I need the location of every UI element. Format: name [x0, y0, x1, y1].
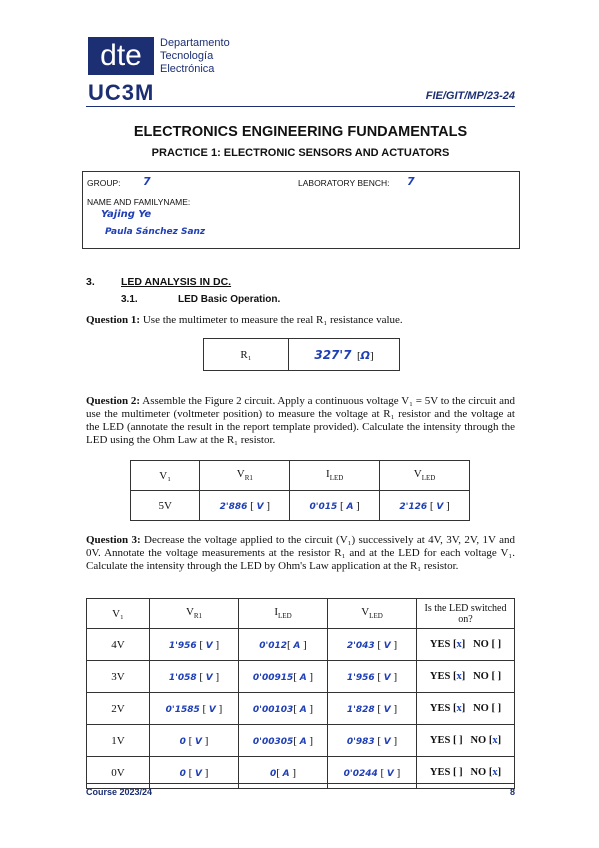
no-checkbox[interactable] — [495, 639, 498, 650]
q3-vr1: 1'058 — [168, 672, 197, 683]
r1-value-cell: 327'7 [Ω] — [289, 339, 400, 371]
q2-vled-cell: 2'126 [ V ] — [380, 491, 470, 521]
question-3-label: Question 3: — [86, 534, 141, 546]
q3-vled: 2'043 — [346, 640, 375, 651]
q3-led-on-cell: YES [x] NO [ ] — [417, 629, 515, 661]
no-label: NO — [470, 767, 487, 778]
no-label: NO — [473, 671, 489, 682]
q3-vr1-cell: 0 [ V ] — [150, 725, 239, 757]
no-label: NO — [473, 703, 489, 714]
q3-iled-unit: A — [282, 768, 290, 779]
q3-vr1: 0 — [179, 736, 186, 747]
department-name — [160, 37, 230, 76]
q3-led-on-cell: YES [ ] NO [x] — [417, 725, 515, 757]
q3-header-v1: V₁ — [87, 599, 150, 629]
no-label: NO — [473, 639, 489, 650]
section-title: LED ANALYSIS IN DC. — [121, 276, 232, 288]
q3-header-iled: $I_{LED}$ — [239, 599, 328, 629]
yes-label: YES — [429, 671, 451, 682]
q3-vr1-unit: V — [208, 704, 216, 715]
q3-iled-unit: A — [293, 640, 301, 651]
document-code: FIE/GIT/MP/23-24 — [425, 90, 515, 102]
q3-header-vr1: $V_{R1}$ — [150, 599, 239, 629]
yes-label: YES — [429, 639, 451, 650]
q3-v1: 1V — [87, 725, 150, 757]
no-checkbox[interactable] — [495, 671, 498, 682]
q3-iled-cell: 0'00915[ A ] — [239, 661, 328, 693]
q3-iled: 0'00103 — [252, 704, 294, 715]
no-checkbox[interactable]: x — [492, 735, 498, 746]
no-label: NO — [470, 735, 487, 746]
section-number: 3. — [86, 276, 95, 288]
q3-led-on-cell: YES [x] NO [ ] — [417, 693, 515, 725]
q3-vled-cell: 1'828 [ V ] — [328, 693, 417, 725]
q3-iled-unit: A — [299, 672, 307, 683]
q2-header-v1: V₁ — [131, 461, 200, 491]
student-info-box — [82, 171, 520, 249]
footer-divider — [86, 783, 515, 784]
dte-logo: dte — [88, 37, 154, 75]
q3-vr1: 1'956 — [168, 640, 197, 651]
q3-iled-cell: 0[ A ] — [239, 757, 328, 789]
names-label: NAME AND FAMILYNAME: — [87, 197, 191, 207]
yes-label: YES — [429, 703, 451, 714]
q3-vled-unit: V — [383, 704, 391, 715]
q3-vr1-unit: V — [205, 640, 213, 651]
q3-vled-cell: 2'043 [ V ] — [328, 629, 417, 661]
r1-header: R₁ — [204, 339, 289, 371]
q3-v1: 2V — [87, 693, 150, 725]
page-number: 8 — [509, 787, 515, 797]
yes-checkbox[interactable] — [456, 735, 459, 746]
q3-iled-unit: A — [299, 736, 307, 747]
q3-row — [87, 629, 515, 661]
q3-iled: 0 — [269, 768, 277, 779]
q3-header-vled: $V_{LED}$ — [328, 599, 417, 629]
q2-header-iled: $I_{LED}$ — [290, 461, 380, 491]
q3-vled-cell: 0'983 [ V ] — [328, 725, 417, 757]
q3-iled: 0'00915 — [252, 672, 294, 683]
dept-line-2: Tecnología — [160, 50, 214, 62]
q2-table — [130, 460, 470, 521]
q2-header-vr1: $V_{R1}$ — [200, 461, 290, 491]
q3-iled: 0'012 — [259, 640, 287, 651]
q2-vr1-cell: 2'886 [ V ] — [200, 491, 290, 521]
no-checkbox[interactable] — [495, 703, 498, 714]
q2-iled-cell: 0'015 [ A ] — [290, 491, 380, 521]
student-name-1: Yajing Ye — [101, 209, 152, 220]
bench-label: LABORATORY BENCH: — [298, 178, 390, 188]
q3-vled: 0'983 — [346, 736, 375, 747]
dept-line-3: Electrónica — [160, 63, 215, 75]
question-1 — [86, 314, 515, 327]
q3-vled-cell: 0'0244 [ V ] — [328, 757, 417, 789]
q3-row — [87, 661, 515, 693]
question-1-text: Use the multimeter to measure the real R₁ resistance value. — [140, 314, 403, 326]
q2-v1: 5V — [131, 491, 200, 521]
document-title: ELECTRONICS ENGINEERING FUNDAMENTALS — [133, 124, 468, 140]
group-value: 7 — [143, 175, 151, 188]
q3-vr1-unit: V — [195, 768, 202, 779]
header-divider — [86, 106, 515, 107]
q3-led-on-cell: YES [ ] NO [x] — [417, 757, 515, 789]
question-3 — [86, 534, 515, 573]
q3-vled-unit: V — [383, 736, 391, 747]
q3-table — [86, 598, 515, 789]
footer-course: Course 2023/24 — [86, 787, 153, 797]
q3-row — [87, 725, 515, 757]
yes-checkbox[interactable]: x — [456, 639, 462, 650]
question-3-text: Decrease the voltage applied to the circuit (V₁) successively at 4V, 3V, 2V, 1V and 0V. Annotate the voltage measurements at the resistor R₁ and at the LED for each voltage V₁. Calculate the intensity through the LED by Ohm's Law application at the R₁ resistor. — [86, 534, 515, 572]
q3-vr1: 0 — [179, 768, 186, 779]
q2-header-vled: $V_{LED}$ — [380, 461, 470, 491]
question-2 — [86, 395, 515, 447]
q3-led-on-cell: YES [x] NO [ ] — [417, 661, 515, 693]
subsection-title: LED Basic Operation. — [178, 294, 281, 305]
yes-checkbox[interactable]: x — [456, 703, 462, 714]
q3-iled-cell: 0'012[ A ] — [239, 629, 328, 661]
dept-line-1: Departamento — [160, 37, 230, 49]
yes-label: YES — [429, 767, 451, 778]
question-1-label: Question 1: — [86, 314, 141, 326]
student-name-2: Paula Sánchez Sanz — [105, 227, 206, 237]
r1-unit: Ω — [360, 348, 370, 362]
question-2-text: Assemble the Figure 2 circuit. Apply a continuous voltage V₁ = 5V to the circuit and use the multimeter (voltmeter position) to measure the voltage at R₁ resistor and the voltage at the LED (annotate the result in the report template provided). Calculate the intensity through the LED using the Ohm Law at the R₁ resistor. — [86, 395, 515, 446]
q3-iled-cell: 0'00305[ A ] — [239, 725, 328, 757]
yes-label: YES — [429, 735, 451, 746]
question-2-label: Question 2: — [86, 395, 141, 407]
q3-vr1-cell: 1'956 [ V ] — [150, 629, 239, 661]
q3-vr1: 0'1585 — [165, 704, 200, 715]
q3-iled: 0'00305 — [252, 736, 294, 747]
q3-row — [87, 693, 515, 725]
q3-vled-unit: V — [386, 768, 394, 779]
q3-vled: 1'956 — [346, 672, 375, 683]
university-logo: UC3M — [88, 80, 155, 105]
q3-vled: 1'828 — [346, 704, 375, 715]
q3-vled-unit: V — [383, 672, 391, 683]
q3-v1: 4V — [87, 629, 150, 661]
r1-value: 327'7 — [314, 347, 352, 362]
q3-header-led-on: Is the LED switched on? — [417, 599, 515, 629]
q3-v1: 3V — [87, 661, 150, 693]
q3-vr1-cell: 0'1585 [ V ] — [150, 693, 239, 725]
q2-row — [131, 491, 470, 521]
r1-table — [203, 338, 400, 371]
no-checkbox[interactable]: x — [492, 767, 498, 778]
q3-v1: 0V — [87, 757, 150, 789]
yes-checkbox[interactable] — [456, 767, 459, 778]
q3-iled-cell: 0'00103[ A ] — [239, 693, 328, 725]
q3-vled-unit: V — [383, 640, 391, 651]
q3-vr1-unit: V — [205, 672, 213, 683]
q3-vr1-unit: V — [195, 736, 202, 747]
q3-vled: 0'0244 — [343, 768, 378, 779]
q3-iled-unit: A — [299, 704, 307, 715]
q3-vr1-cell: 0 [ V ] — [150, 757, 239, 789]
document-subtitle: PRACTICE 1: ELECTRONIC SENSORS AND ACTUATORS — [151, 147, 450, 159]
q3-vled-cell: 1'956 [ V ] — [328, 661, 417, 693]
yes-checkbox[interactable]: x — [456, 671, 462, 682]
q3-vr1-cell: 1'058 [ V ] — [150, 661, 239, 693]
subsection-number: 3.1. — [121, 294, 138, 305]
group-label: GROUP: — [87, 178, 121, 188]
bench-value: 7 — [407, 175, 415, 188]
